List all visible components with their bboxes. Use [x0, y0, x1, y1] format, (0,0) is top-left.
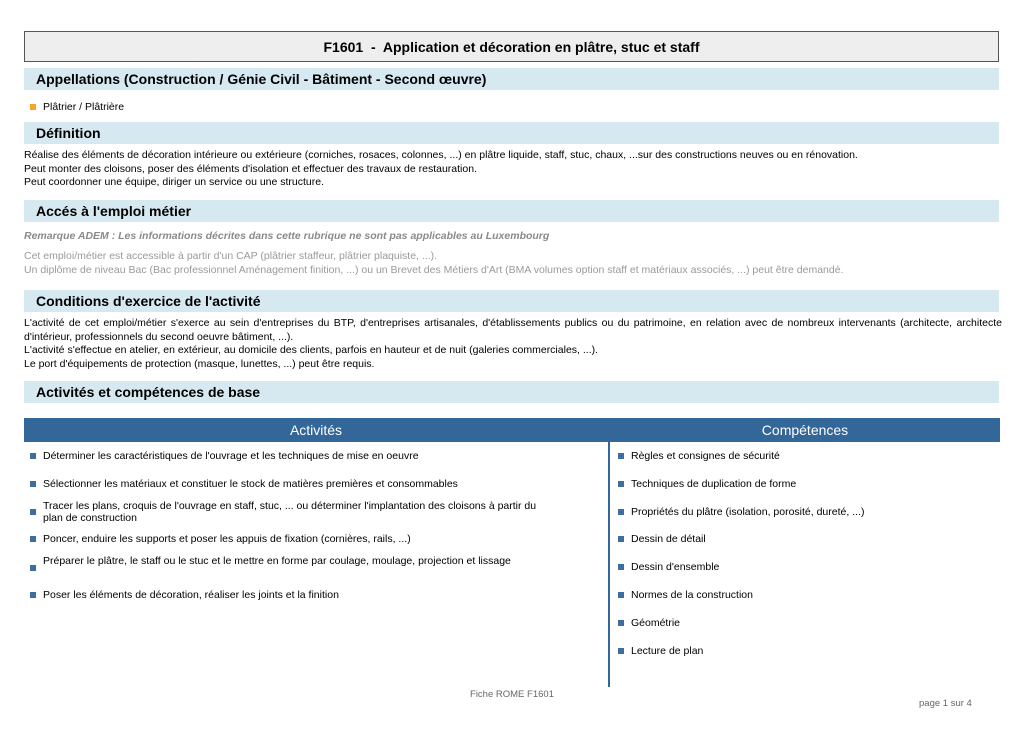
- adem-remark: Remarque ADEM : Les informations décrites dans cette rubrique ne sont pas applicables au Luxembourg: [24, 230, 550, 242]
- column-divider: [608, 418, 610, 687]
- bullet-icon: [30, 536, 36, 542]
- competence-item: [618, 532, 988, 546]
- bullet-icon: [618, 453, 624, 459]
- bullet-icon: [30, 104, 36, 110]
- bullet-icon: [30, 592, 36, 598]
- bullet-icon: [618, 509, 624, 515]
- competence-label: Géométrie: [631, 616, 681, 629]
- competence-label: Normes de la construction: [631, 588, 753, 601]
- competence-label: Techniques de duplication de forme: [631, 477, 797, 490]
- conditions-line: Le port d'équipements de protection (masque, lunettes, ...) peut être requis.: [24, 357, 375, 370]
- bullet-icon: [30, 565, 36, 571]
- activite-item: [30, 477, 560, 491]
- activite-label: Déterminer les caractéristiques de l'ouvrage et les techniques de mise en oeuvre: [43, 449, 419, 462]
- competence-item: [618, 477, 988, 491]
- bullet-icon: [618, 620, 624, 626]
- bullet-icon: [30, 509, 36, 515]
- bullet-icon: [618, 481, 624, 487]
- appellation-label: Plâtrier / Plâtrière: [43, 101, 125, 113]
- competence-item: [618, 505, 988, 519]
- competence-item: [618, 588, 988, 602]
- bullet-icon: [618, 592, 624, 598]
- competence-label: Règles et consignes de sécurité: [631, 449, 780, 462]
- competence-item: [618, 644, 988, 658]
- footer-fiche-label: Fiche ROME F1601: [470, 689, 554, 700]
- bullet-icon: [618, 564, 624, 570]
- section-heading-appellations: Appellations (Construction / Génie Civil - Bâtiment - Second œuvre): [24, 68, 999, 90]
- section-heading-activites-competences: Activités et compétences de base: [24, 381, 999, 403]
- column-header-activites: Activités: [24, 418, 608, 442]
- section-heading-conditions: Conditions d'exercice de l'activité: [24, 290, 999, 312]
- activite-label: Sélectionner les matériaux et constituer le stock de matières premières et consommables: [43, 477, 458, 490]
- definition-text: [24, 149, 1002, 190]
- bullet-icon: [618, 648, 624, 654]
- activite-item: [30, 532, 560, 546]
- activite-item: [30, 588, 560, 602]
- activite-label: Poser les éléments de décoration, réaliser les joints et la finition: [43, 588, 339, 601]
- conditions-line: L'activité de cet emploi/métier s'exerce au sein d'entreprises du BTP, d'entreprises artisanales, d'établissements publics ou du patrimoine, en relation avec de nombreux intervenants (architecte, architecte d'intérieur, professionnels du second oeuvre bâtiment, ...).: [24, 317, 1002, 343]
- page-title: F1601 - Application et décoration en plâtre, stuc et staff: [24, 31, 999, 62]
- activite-label: Poncer, enduire les supports et poser les appuis de fixation (cornières, rails, ...): [43, 532, 411, 545]
- bullet-icon: [30, 453, 36, 459]
- competence-item: [618, 560, 988, 574]
- acces-line: Un diplôme de niveau Bac (Bac professionnel Aménagement finition, ...) ou un Brevet des Métiers d'Art (BMA volumes option staff et matériaux associés, ...) peut être demandé.: [24, 263, 844, 276]
- definition-line: Peut monter des cloisons, poser des éléments d'isolation et effectuer des travaux de restauration.: [24, 162, 477, 175]
- activite-label: Préparer le plâtre, le staff ou le stuc et le mettre en forme par coulage, moulage, projection et lissage: [43, 555, 511, 567]
- section-heading-acces: Accés à l'emploi métier: [24, 200, 999, 222]
- activite-item: [30, 555, 590, 581]
- bullet-icon: [30, 481, 36, 487]
- competence-label: Dessin d'ensemble: [631, 560, 720, 573]
- acces-text: [24, 250, 1002, 277]
- column-header-competences: Compétences: [610, 418, 1000, 442]
- competence-item: [618, 616, 988, 630]
- conditions-text: [24, 317, 1002, 371]
- competence-item: [618, 449, 988, 463]
- page-number: page 1 sur 4: [919, 698, 972, 709]
- competence-label: Dessin de détail: [631, 532, 706, 545]
- activite-label: Tracer les plans, croquis de l'ouvrage en staff, stuc, ... ou déterminer l'implantation des cloisons à partir du plan de construction: [43, 499, 537, 524]
- list-item: [30, 101, 124, 113]
- definition-line: Peut coordonner une équipe, diriger un service ou une structure.: [24, 176, 325, 188]
- activite-item: [30, 499, 560, 525]
- definition-line: Réalise des éléments de décoration intérieure ou extérieure (corniches, rosaces, colonnes, ...) en plâtre liquide, staff, stuc, chaux, ...sur des constructions neuves ou en rénovation.: [24, 149, 858, 161]
- acces-line: Cet emploi/métier est accessible à partir d'un CAP (plâtrier staffeur, plâtrier plaquiste, ...).: [24, 250, 438, 262]
- activite-item: [30, 449, 560, 463]
- competence-label: Propriétés du plâtre (isolation, porosité, dureté, ...): [631, 505, 865, 518]
- bullet-icon: [618, 536, 624, 542]
- conditions-line: L'activité s'effectue en atelier, en extérieur, au domicile des clients, parfois en hauteur et de nuit (galeries commerciales, ...).: [24, 344, 599, 356]
- section-heading-definition: Définition: [24, 122, 999, 144]
- competence-label: Lecture de plan: [631, 644, 704, 657]
